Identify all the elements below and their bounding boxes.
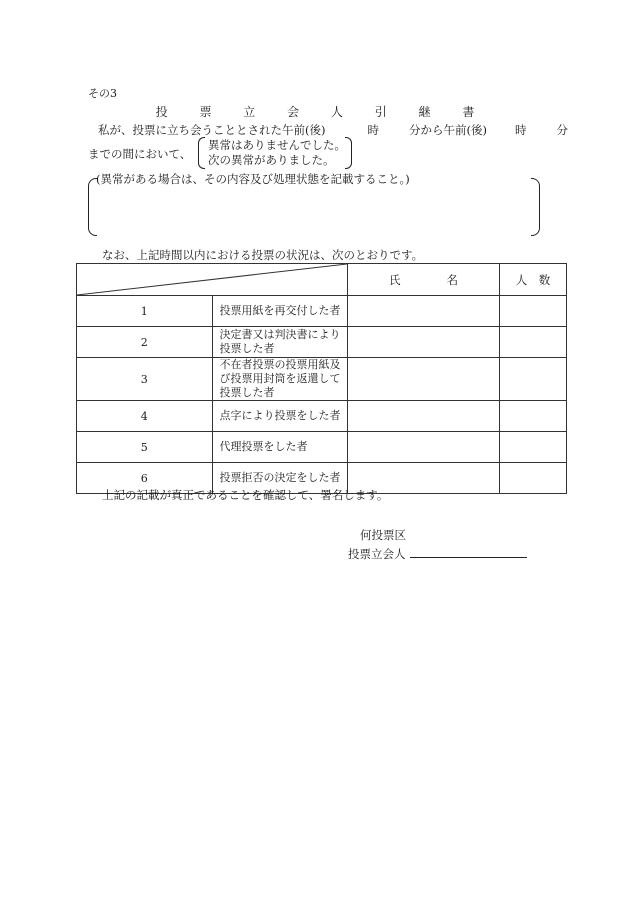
notes-right-bracket [531,178,540,236]
options-left-bracket [198,137,205,169]
hour-label-1: 時 [367,123,379,137]
table-row [77,296,567,327]
row-description: 投票用紙を再交付した者 [212,296,348,327]
confirmation-statement: 上記の記載が真正であることを確認して、署名します。 [102,488,389,502]
time-statement-start: 私が、投票に立ち会うこととされた午前(後) [98,123,326,137]
row-description: 投票拒否の決定をした者 [212,463,348,494]
row-number: 3 [77,358,213,401]
time-statement [98,122,568,138]
signature-line[interactable] [410,557,527,558]
time-statement-middle: 分から午前(後) [408,123,487,137]
header-corner-cell [77,264,348,296]
options-right-bracket [345,137,352,169]
anomaly-options [198,137,352,169]
table-row [77,432,567,463]
row-name-cell[interactable] [348,327,500,358]
row-name-cell[interactable] [348,401,500,432]
row-description: 代理投票をした者 [212,432,348,463]
table-row [77,401,567,432]
header-diagonal-line [77,264,347,295]
row-number: 6 [77,463,213,494]
option-no-anomaly: 異常はありませんでした。 [208,138,346,152]
voting-status-table [76,263,567,494]
table-header-row [77,264,567,296]
row-description: 決定書又は判決書により投票した者 [212,327,348,358]
row-number: 5 [77,432,213,463]
row-number: 4 [77,401,213,432]
row-count-cell[interactable] [500,296,567,327]
row-count-cell[interactable] [500,401,567,432]
table-intro: なお、上記時間以内における投票の状況は、次のとおりです。 [102,248,424,262]
row-description: 不在者投票の投票用紙及び投票用封筒を返還して投票した者 [212,358,348,401]
table-row [77,327,567,358]
row-count-cell[interactable] [500,463,567,494]
row-number: 1 [77,296,213,327]
row-count-cell[interactable] [500,358,567,401]
row-count-cell[interactable] [500,327,567,358]
option-anomaly-found: 次の異常がありました。 [208,153,335,167]
row-number: 2 [77,327,213,358]
polling-district: 何投票区 [360,528,406,542]
header-count: 人 数 [500,264,567,296]
minute-label-2: 分 [556,123,568,137]
row-name-cell[interactable] [348,358,500,401]
hour-label-2: 時 [514,123,527,137]
row-count-cell[interactable] [500,432,567,463]
section-number: その3 [88,87,117,100]
period-prefix: までの間において、 [88,147,192,161]
header-name: 氏 名 [348,264,500,296]
table-row [77,358,567,401]
signer-label: 投票立会人 [348,547,406,561]
anomaly-note-instruction: (異常がある場合は、その内容及び処理状態を記載すること。) [96,172,410,186]
row-name-cell[interactable] [348,296,500,327]
document-title: 投 票 立 会 人 引 継 書 [155,105,489,119]
row-name-cell[interactable] [348,432,500,463]
row-description: 点字により投票をした者 [212,401,348,432]
